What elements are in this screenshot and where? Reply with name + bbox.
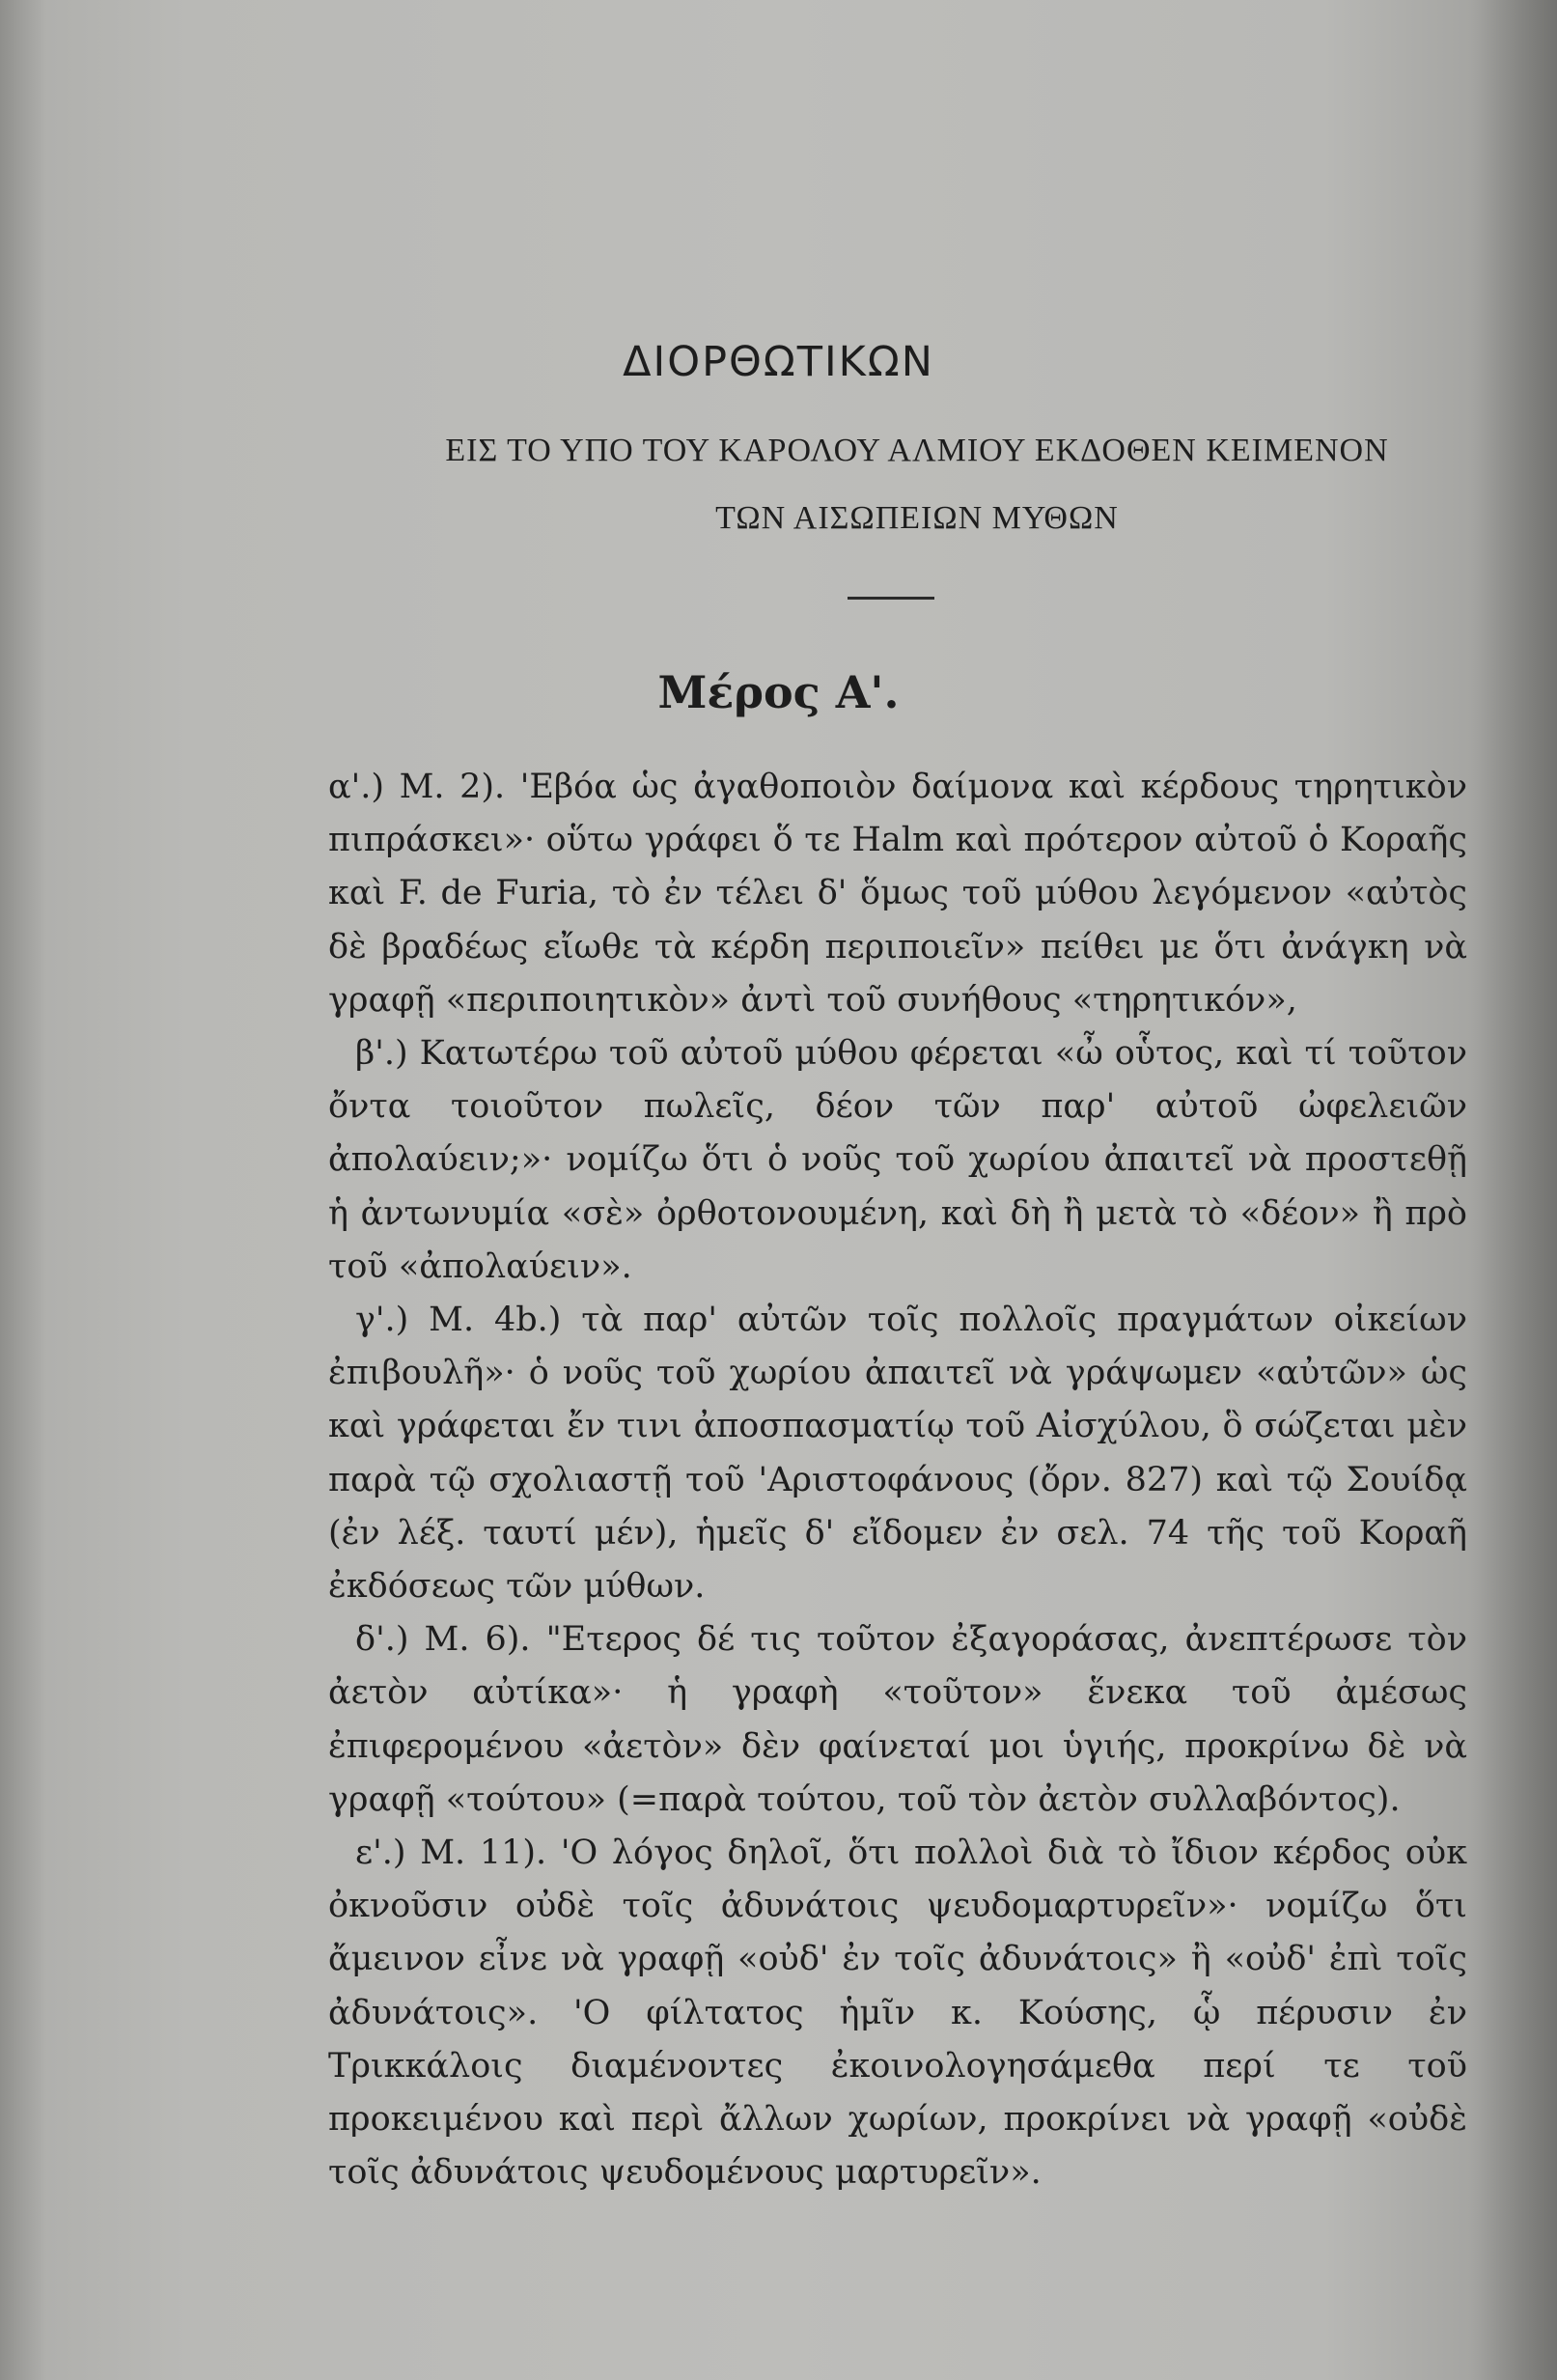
- body-text: [328, 761, 1467, 2199]
- subtitle-line-1: ΕΙΣ ΤΟ ΥΠΟ ΤΟΥ ΚΑΡΟΛΟΥ ΑΛΜΙΟΥ ΕΚΔΟΘΕΝ ΚΕΙΜΕΝΟΝ: [445, 433, 1389, 468]
- page-title: ΔΙΟΡΘΩΤΙΚΩΝ: [623, 338, 934, 386]
- paragraph-delta: δ'.) Μ. 6). "Ετερος δέ τις τοῦτον ἐξαγοράσας, ἀνεπτέρωσε τὸν ἀετὸν αὐτίκα»· ἡ γραφὴ «τοῦτον» ἕνεκα τοῦ ἀμέσως ἐπιφερομένου «ἀετὸν» δὲν φαίνεταί μοι ὑγιής, προκρίνω δὲ νὰ γραφῇ «τούτου» (=παρὰ τούτου, τοῦ τὸν ἀετὸν συλλαβόντος).: [328, 1620, 1467, 1819]
- paragraph-epsilon: ε'.) Μ. 11). 'Ο λόγος δηλοῖ, ὅτι πολλοὶ διὰ τὸ ἴδιον κέρδος οὐκ ὀκνοῦσιν οὐδὲ τοῖς ἀδυνάτοις ψευδομαρτυρεῖν»· νομίζω ὅτι ἄμεινον εἶνε νὰ γραφῇ «οὐδ' ἐν τοῖς ἀδυνάτοις» ἢ «οὐδ' ἐπὶ τοῖς ἀδυνάτοις». 'Ο φίλτατος ἡμῖν κ. Κούσης, ᾧ πέρυσιν ἐν Τρικκάλοις διαμένοντες ἐκοινολογησάμεθα περί τε τοῦ προκειμένου καὶ περὶ ἄλλων χωρίων, προκρίνει νὰ γραφῇ «οὐδὲ τοῖς ἀδυνάτοις ψευδομένους μαρτυρεῖν».: [328, 1834, 1467, 2193]
- paragraph-beta: β'.) Κατωτέρω τοῦ αὐτοῦ μύθου φέρεται «ὦ οὗτος, καὶ τί τοῦτον ὄντα τοιοῦτον πωλεῖς, δέον τῶν παρ' αὐτοῦ ὠφελειῶν ἀπολαύειν;»· νομίζω ὅτι ὁ νοῦς τοῦ χωρίου ἀπαιτεῖ νὰ προστεθῇ ἡ ἀντωνυμία «σὲ» ὀρθοτονουμένη, καὶ δὴ ἢ μετὰ τὸ «δέον» ἢ πρὸ τοῦ «ἀπολαύειν».: [328, 1034, 1467, 1286]
- section-heading: Μέρος Α'.: [657, 666, 900, 718]
- subtitle-line-2: ΤΩΝ ΑΙΣΩΠΕΙΩΝ ΜΥΘΩΝ: [715, 500, 1119, 536]
- title-divider: [848, 597, 934, 600]
- paragraph-gamma: γ'.) Μ. 4b.) τὰ παρ' αὐτῶν τοῖς πολλοῖς πραγμάτων οἰκείων ἐπιβουλῆ»· ὁ νοῦς τοῦ χωρίου ἀπαιτεῖ νὰ γράψωμεν «αὐτῶν» ὡς καὶ γράφεται ἔν τινι ἀποσπασματίῳ τοῦ Αἰσχύλου, ὃ σώζεται μὲν παρὰ τῷ σχολιαστῇ τοῦ 'Αριστοφάνους (ὄρν. 827) καὶ τῷ Σουίδᾳ (ἐν λέξ. ταυτί μέν), ἡμεῖς δ' εἴδομεν ἐν σελ. 74 τῆς τοῦ Κοραῆ ἐκδόσεως τῶν μύθων.: [328, 1301, 1467, 1607]
- paragraph-alpha: α'.) Μ. 2). 'Εβόα ὡς ἀγαθοποιὸν δαίμονα καὶ κέρδους τηρητικὸν πιπράσκει»· οὕτω γράφει ὅ τε Halm καὶ πρότερον αὐτοῦ ὁ Κοραῆς καὶ F. de Furia, τὸ ἐν τέλει δ' ὅμως τοῦ μύθου λεγόμενον «αὐτὸς δὲ βραδέως εἴωθε τὰ κέρδη περιποιεῖν» πείθει με ὅτι ἀνάγκη νὰ γραφῇ «περιποιητικὸν» ἀντὶ τοῦ συνήθους «τηρητικόν»,: [328, 768, 1467, 1020]
